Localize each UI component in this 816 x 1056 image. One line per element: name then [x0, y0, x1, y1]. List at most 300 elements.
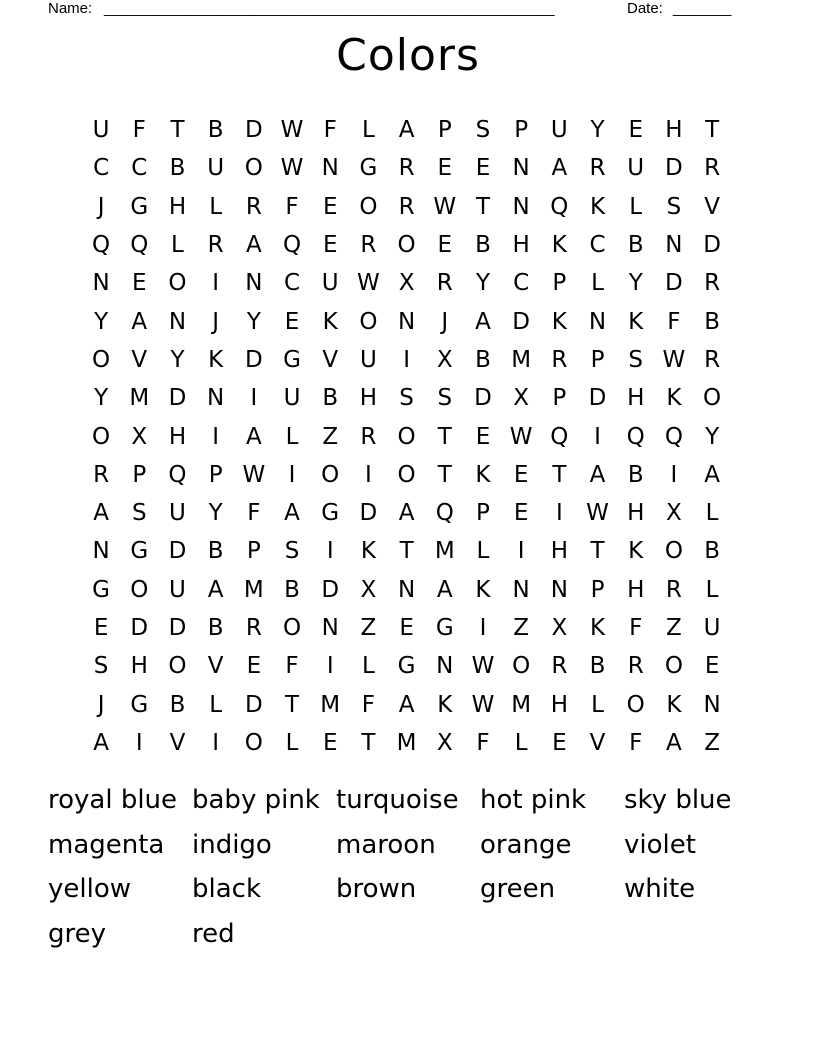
grid-letter: M — [434, 538, 455, 565]
grid-letter: G — [130, 691, 149, 718]
grid-letter: R — [551, 653, 568, 680]
grid-letter: N — [665, 232, 683, 259]
grid-letter: M — [243, 576, 264, 603]
grid-letter: W — [433, 193, 457, 220]
grid-letter: M — [511, 691, 532, 718]
grid-letter: O — [664, 538, 683, 565]
grid-letter: H — [627, 385, 645, 412]
grid-letter: H — [168, 423, 187, 450]
grid-letter: K — [628, 308, 644, 335]
grid-letter: K — [208, 346, 224, 373]
grid-letter: O — [512, 653, 531, 680]
letter-grid — [82, 111, 731, 762]
grid-letter: A — [245, 232, 262, 259]
word-list-item: yellow — [48, 874, 132, 905]
grid-letter: L — [705, 500, 719, 527]
grid-letter: N — [321, 615, 339, 641]
grid-letter: G — [130, 193, 149, 220]
grid-letter: T — [285, 691, 300, 718]
grid-letter: D — [130, 615, 149, 641]
grid-letter: L — [629, 193, 643, 220]
grid-letter: Z — [513, 615, 530, 641]
grid-letter: K — [666, 691, 682, 718]
grid-letter: F — [132, 117, 146, 144]
grid-letter: T — [437, 461, 452, 488]
grid-letter: Z — [666, 615, 682, 641]
grid-letter: B — [169, 691, 186, 718]
grid-letter: L — [209, 691, 223, 718]
grid-letter: V — [169, 729, 186, 756]
grid-letter: I — [326, 538, 334, 565]
grid-letter: R — [360, 232, 377, 259]
word-list-item: green — [480, 874, 556, 905]
grid-letter: K — [322, 308, 338, 335]
grid-letter: L — [285, 729, 299, 756]
grid-letter: F — [285, 193, 299, 220]
grid-letter: U — [283, 385, 301, 412]
grid-letter: C — [513, 270, 530, 297]
grid-letter: O — [359, 308, 378, 335]
grid-letter: W — [586, 500, 609, 527]
grid-letter: N — [168, 308, 187, 335]
grid-letter: Y — [208, 500, 223, 527]
grid-letter: P — [208, 461, 223, 488]
grid-letter: T — [170, 117, 185, 144]
grid-letter: E — [475, 155, 491, 182]
grid-letter: L — [476, 538, 490, 565]
grid-letter: I — [479, 615, 487, 641]
grid-letter: D — [168, 385, 187, 412]
grid-letter: E — [513, 461, 529, 488]
grid-letter: S — [475, 117, 491, 144]
word-list-item: hot pink — [480, 785, 587, 815]
grid-letter: B — [704, 538, 720, 565]
grid-letter: E — [704, 653, 720, 680]
grid-letter: R — [589, 155, 606, 182]
grid-letter: J — [97, 193, 105, 220]
grid-letter: A — [207, 576, 224, 603]
grid-letter: B — [207, 117, 224, 144]
grid-letter: F — [361, 691, 376, 718]
grid-letter: W — [471, 691, 495, 718]
grid-letter: I — [670, 461, 678, 488]
grid-letter: B — [207, 538, 224, 565]
grid-letter: Q — [626, 423, 645, 450]
grid-letter: B — [169, 155, 186, 182]
grid-letter: I — [212, 423, 220, 450]
grid-letter: Z — [360, 615, 377, 641]
grid-letter: L — [514, 729, 528, 756]
grid-letter: R — [93, 461, 110, 488]
grid-letter: J — [212, 308, 220, 335]
grid-letter: N — [321, 155, 339, 182]
grid-letter: R — [665, 576, 682, 603]
grid-letter: O — [92, 346, 111, 373]
grid-letter: J — [441, 308, 449, 335]
grid-letter: N — [397, 308, 416, 335]
grid-letter: K — [589, 615, 606, 641]
grid-letter: I — [135, 729, 143, 756]
word-list-item: black — [192, 874, 262, 905]
grid-letter: H — [627, 576, 645, 603]
grid-letter: L — [591, 270, 604, 297]
grid-letter: Y — [94, 308, 109, 335]
grid-letter: N — [245, 270, 263, 297]
grid-letter: T — [361, 729, 376, 756]
grid-letter: Y — [246, 308, 261, 335]
grid-letter: L — [285, 423, 299, 450]
grid-letter: Y — [94, 385, 109, 412]
grid-letter: G — [92, 576, 110, 603]
grid-letter: A — [475, 308, 491, 335]
grid-letter: H — [168, 193, 187, 220]
word-list-item: orange — [480, 829, 572, 860]
grid-letter: V — [704, 193, 720, 220]
grid-letter: B — [284, 576, 300, 603]
name-label: Name: — [48, 0, 93, 17]
grid-letter: U — [550, 117, 568, 144]
grid-letter: T — [437, 423, 452, 450]
grid-letter: E — [475, 423, 491, 450]
grid-letter: X — [360, 576, 377, 603]
grid-letter: U — [627, 155, 645, 182]
grid-letter: D — [244, 691, 263, 718]
grid-letter: K — [666, 385, 682, 412]
grid-letter: Y — [590, 117, 605, 144]
word-list-item: indigo — [192, 829, 272, 860]
grid-letter: E — [513, 500, 529, 527]
grid-letter: Z — [704, 729, 720, 756]
grid-letter: F — [667, 308, 681, 335]
word-list-item: grey — [48, 919, 107, 950]
grid-letter: U — [169, 576, 186, 603]
header-line — [48, 0, 748, 20]
grid-letter: F — [476, 729, 490, 756]
grid-letter: O — [130, 576, 149, 603]
grid-letter: A — [284, 500, 300, 527]
grid-letter: A — [666, 729, 682, 756]
grid-letter: W — [280, 155, 304, 182]
grid-letter: X — [436, 729, 453, 756]
grid-letter: O — [168, 653, 187, 680]
grid-letter: U — [359, 346, 377, 373]
grid-letter: N — [588, 308, 607, 335]
grid-letter: F — [629, 729, 643, 756]
grid-letter: N — [92, 270, 110, 297]
grid-letter: O — [321, 461, 340, 488]
grid-letter: D — [168, 538, 187, 565]
grid-letter: D — [588, 385, 607, 412]
grid-letter: A — [398, 691, 415, 718]
grid-letter: P — [590, 346, 605, 373]
grid-letter: E — [284, 308, 300, 335]
grid-letter: C — [284, 270, 301, 297]
grid-letter: K — [551, 232, 567, 259]
grid-letter: I — [288, 461, 296, 488]
grid-letter: P — [132, 461, 147, 488]
grid-letter: M — [396, 729, 417, 756]
grid-letter: V — [207, 653, 224, 680]
grid-letter: N — [512, 155, 530, 182]
grid-letter: N — [550, 576, 568, 603]
grid-letter: B — [207, 615, 224, 641]
word-list-item: turquoise — [336, 785, 459, 815]
grid-letter: O — [626, 691, 645, 718]
grid-letter: R — [704, 346, 721, 373]
grid-letter: Q — [282, 232, 302, 259]
grid-letter: P — [246, 538, 261, 565]
grid-letter: Q — [550, 423, 569, 450]
grid-letter: I — [403, 346, 410, 373]
grid-letter: O — [244, 155, 263, 182]
grid-letter: N — [207, 385, 225, 412]
grid-letter: J — [97, 691, 105, 718]
grid-letter: B — [704, 308, 720, 335]
grid-letter: W — [509, 423, 533, 450]
grid-letter: W — [242, 461, 266, 488]
word-list-item: violet — [624, 829, 696, 860]
grid-letter: O — [359, 193, 378, 220]
grid-letter: A — [551, 155, 568, 182]
grid-letter: A — [436, 576, 453, 603]
grid-letter: R — [436, 270, 453, 297]
grid-letter: I — [594, 423, 601, 450]
grid-letter: M — [320, 691, 341, 718]
grid-letter: U — [92, 117, 110, 144]
grid-letter: L — [209, 193, 223, 220]
grid-letter: I — [517, 538, 525, 565]
grid-letter: S — [131, 500, 147, 527]
grid-letter: Q — [664, 423, 683, 450]
grid-letter: A — [704, 461, 720, 488]
grid-letter: Y — [628, 270, 643, 297]
grid-letter: N — [703, 691, 721, 718]
grid-letter: R — [398, 193, 415, 220]
word-list-item: white — [624, 874, 696, 905]
grid-letter: H — [130, 653, 148, 680]
grid-letter: E — [93, 615, 109, 641]
grid-letter: R — [207, 232, 224, 259]
grid-letter: K — [475, 576, 491, 603]
date-label: Date: — [627, 0, 663, 17]
grid-letter: E — [322, 729, 338, 756]
grid-letter: N — [92, 538, 110, 565]
grid-letter: K — [628, 538, 644, 565]
grid-letter: F — [629, 615, 643, 641]
grid-letter: E — [552, 729, 567, 756]
grid-letter: Y — [705, 423, 720, 450]
grid-letter: E — [628, 117, 643, 144]
grid-letter: N — [436, 653, 454, 680]
grid-letter: W — [662, 346, 686, 373]
grid-letter: D — [665, 155, 683, 182]
grid-letter: R — [245, 615, 262, 641]
word-list — [48, 778, 768, 957]
grid-letter: R — [704, 155, 721, 182]
date-field[interactable]: _______ — [673, 0, 732, 17]
grid-letter: H — [665, 117, 683, 144]
grid-letter: S — [284, 538, 300, 565]
grid-letter: N — [397, 576, 416, 603]
grid-letter: O — [244, 729, 263, 756]
grid-letter: R — [627, 653, 644, 680]
grid-letter: D — [168, 615, 187, 641]
grid-letter: X — [436, 346, 453, 373]
grid-letter: G — [321, 500, 340, 527]
grid-letter: M — [129, 385, 150, 412]
grid-letter: D — [474, 385, 492, 412]
grid-letter: G — [359, 155, 378, 182]
grid-letter: Q — [130, 232, 149, 259]
grid-letter: H — [359, 385, 378, 412]
grid-letter: T — [705, 117, 720, 144]
grid-letter: V — [589, 729, 606, 756]
grid-letter: H — [550, 538, 568, 565]
grid-letter: K — [551, 308, 567, 335]
grid-letter: K — [589, 193, 606, 220]
grid-letter: A — [131, 308, 148, 335]
grid-letter: P — [552, 270, 567, 297]
grid-letter: S — [399, 385, 414, 412]
grid-letter: T — [552, 461, 567, 488]
grid-letter: D — [665, 270, 683, 297]
grid-letter: L — [705, 576, 719, 603]
grid-letter: I — [212, 270, 220, 297]
grid-letter: B — [322, 385, 339, 412]
grid-letter: W — [357, 270, 380, 297]
grid-letter: A — [589, 461, 606, 488]
name-field[interactable]: ______________________________________________________ — [104, 0, 555, 17]
grid-letter: Y — [475, 270, 490, 297]
grid-letter: O — [282, 615, 302, 641]
grid-letter: N — [512, 193, 530, 220]
grid-letter: O — [664, 653, 683, 680]
grid-letter: W — [471, 653, 495, 680]
grid-letter: G — [435, 615, 454, 641]
grid-letter: D — [244, 117, 263, 144]
grid-letter: F — [285, 653, 299, 680]
grid-letter: Q — [435, 500, 454, 527]
grid-letter: E — [246, 653, 262, 680]
grid-letter: P — [476, 500, 490, 527]
word-list-item: baby pink — [192, 785, 320, 815]
grid-letter: R — [245, 193, 262, 220]
grid-letter: D — [703, 232, 721, 259]
grid-letter: U — [207, 155, 225, 182]
grid-letter: E — [132, 270, 147, 297]
grid-letter: B — [475, 232, 491, 259]
grid-letter: S — [628, 346, 644, 373]
grid-letter: A — [398, 500, 415, 527]
grid-letter: S — [93, 653, 109, 680]
grid-letter: E — [399, 615, 414, 641]
grid-letter: T — [590, 538, 605, 565]
grid-letter: G — [283, 346, 301, 373]
grid-letter: I — [555, 500, 563, 527]
grid-letter: L — [361, 117, 375, 144]
grid-letter: P — [514, 117, 529, 144]
grid-letter: H — [550, 691, 568, 718]
grid-letter: C — [589, 232, 606, 259]
word-list-item: sky blue — [624, 785, 732, 815]
grid-letter: O — [397, 461, 416, 488]
grid-letter: L — [171, 232, 184, 259]
word-list-item: magenta — [48, 829, 165, 860]
grid-letter: F — [323, 117, 337, 144]
grid-letter: K — [437, 691, 453, 718]
grid-letter: E — [437, 155, 453, 182]
grid-letter: G — [397, 653, 416, 680]
grid-letter: R — [360, 423, 377, 450]
grid-letter: B — [475, 346, 491, 373]
grid-letter: K — [475, 461, 491, 488]
grid-letter: B — [627, 232, 644, 259]
grid-letter: X — [666, 500, 682, 527]
grid-letter: D — [244, 346, 263, 373]
grid-letter: A — [93, 729, 109, 756]
grid-letter: I — [365, 461, 372, 488]
word-list-item: red — [192, 919, 235, 950]
grid-letter: Q — [168, 461, 187, 488]
grid-letter: N — [512, 576, 530, 603]
grid-letter: V — [322, 346, 339, 373]
grid-letter: P — [437, 117, 452, 144]
grid-letter: S — [437, 385, 453, 412]
grid-letter: L — [361, 653, 375, 680]
grid-letter: X — [551, 615, 568, 641]
grid-letter: A — [93, 500, 109, 527]
grid-letter: I — [326, 653, 334, 680]
grid-letter: Q — [92, 232, 111, 259]
grid-letter: D — [512, 308, 531, 335]
grid-letter: O — [168, 270, 187, 297]
grid-letter: E — [322, 193, 338, 220]
grid-letter: V — [131, 346, 148, 373]
grid-letter: U — [169, 500, 186, 527]
page-title: Colors — [336, 30, 480, 81]
grid-letter: O — [397, 423, 416, 450]
grid-letter: H — [627, 500, 645, 527]
grid-letter: U — [321, 270, 339, 297]
grid-letter: T — [399, 538, 414, 565]
grid-letter: G — [130, 538, 149, 565]
grid-letter: B — [589, 653, 606, 680]
grid-letter: Z — [322, 423, 339, 450]
grid-letter: C — [93, 155, 110, 182]
grid-letter: P — [590, 576, 605, 603]
grid-letter: O — [397, 232, 416, 259]
word-list-item: maroon — [336, 829, 436, 860]
grid-letter: R — [704, 270, 721, 297]
grid-letter: U — [703, 615, 721, 641]
grid-letter: L — [591, 691, 604, 718]
grid-letter: I — [250, 385, 258, 412]
word-list-item: brown — [336, 874, 417, 905]
grid-letter: W — [280, 117, 304, 144]
grid-letter: K — [360, 538, 376, 565]
grid-letter: D — [321, 576, 340, 603]
grid-letter: O — [703, 385, 722, 412]
grid-letter: Q — [550, 193, 569, 220]
grid-letter: S — [666, 193, 682, 220]
grid-letter: A — [245, 423, 262, 450]
grid-letter: X — [131, 423, 148, 450]
grid-letter: E — [322, 232, 338, 259]
grid-letter: C — [131, 155, 148, 182]
grid-letter: X — [513, 385, 530, 412]
grid-letter: O — [92, 423, 111, 450]
grid-letter: R — [398, 155, 415, 182]
